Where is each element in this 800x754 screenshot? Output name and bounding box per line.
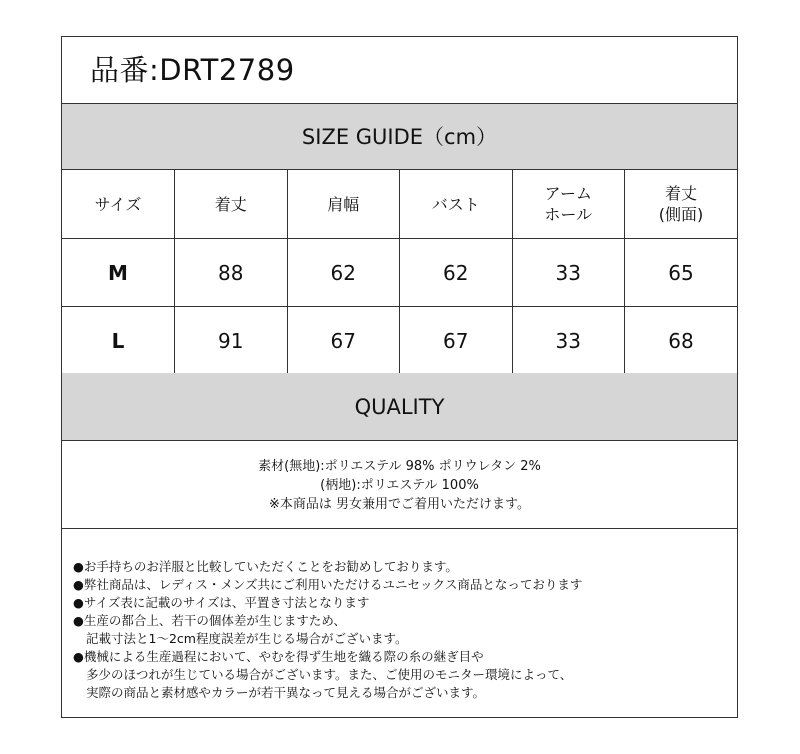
header-side-length-label-1: 着丈 [664,184,697,203]
value-cell: 68 [625,307,738,375]
value-cell: 62 [287,239,400,307]
material-line: (柄地):ポリエステル 100% [320,478,479,493]
size-guide-sheet [61,36,738,718]
note-line: ●弊社商品は、レディス・メンズ共にご利用いただけるユニセックス商品となっております [73,577,583,592]
product-code: 品番:DRT2789 [62,37,737,104]
header-side-length [625,170,738,239]
header-bust-label: バスト [431,194,480,214]
table-row [62,307,737,375]
header-side-length-label-2: (側面) [658,205,704,224]
value-cell: 88 [175,239,288,307]
header-size-label: サイズ [94,194,142,214]
note-line: ●機械による生産過程において、やむを得ず生地を織る際の糸の継ぎ目や [73,649,484,664]
header-armhole-label-2: ホール [544,205,593,224]
header-shoulder [287,170,400,239]
value-cell: 62 [400,239,513,307]
header-length [175,170,288,239]
value-cell: 91 [175,307,288,375]
size-table-header-row [62,170,737,239]
value-cell: 67 [287,307,400,375]
quality-title: QUALITY [62,373,737,441]
size-cell: M [62,239,175,307]
header-shoulder-label: 肩幅 [327,194,360,214]
size-cell: L [62,307,175,375]
note-line: 記載寸法と1～2cm程度誤差が生じる場合がございます。 [86,631,408,646]
list-item [73,648,737,702]
size-table [62,170,737,375]
list-item [73,594,737,612]
notes-list [62,529,737,717]
value-cell: 33 [512,239,625,307]
note-line: ●サイズ表に記載のサイズは、平置き寸法となります [73,595,370,610]
note-line: ●お手持ちのお洋服と比較していただくことをお勧めしております。 [73,559,458,574]
list-item [73,558,737,576]
note-line: ●生産の都合上、若干の個体差が生じますため、 [73,613,346,628]
header-bust [400,170,513,239]
value-cell: 65 [625,239,738,307]
material-line: 素材(無地):ポリエステル 98% ポリウレタン 2% [258,459,541,474]
table-row [62,239,737,307]
list-item [73,576,737,594]
material-info [62,441,737,529]
header-armhole-label-1: アーム [544,184,593,203]
value-cell: 33 [512,307,625,375]
value-cell: 67 [400,307,513,375]
header-size [62,170,175,239]
note-line: 多少のほつれが生じている場合がございます。また、ご使用のモニター環境によって、 [86,667,573,682]
header-length-label: 着丈 [214,194,247,214]
list-item [73,612,737,648]
header-armhole [512,170,625,239]
note-line: 実際の商品と素材感やカラーが若干異なって見える場合がございます。 [86,685,486,700]
size-guide-title: SIZE GUIDE（cm） [62,104,737,170]
unisex-note: ※本商品は 男女兼用でご着用いただけます。 [269,497,530,512]
